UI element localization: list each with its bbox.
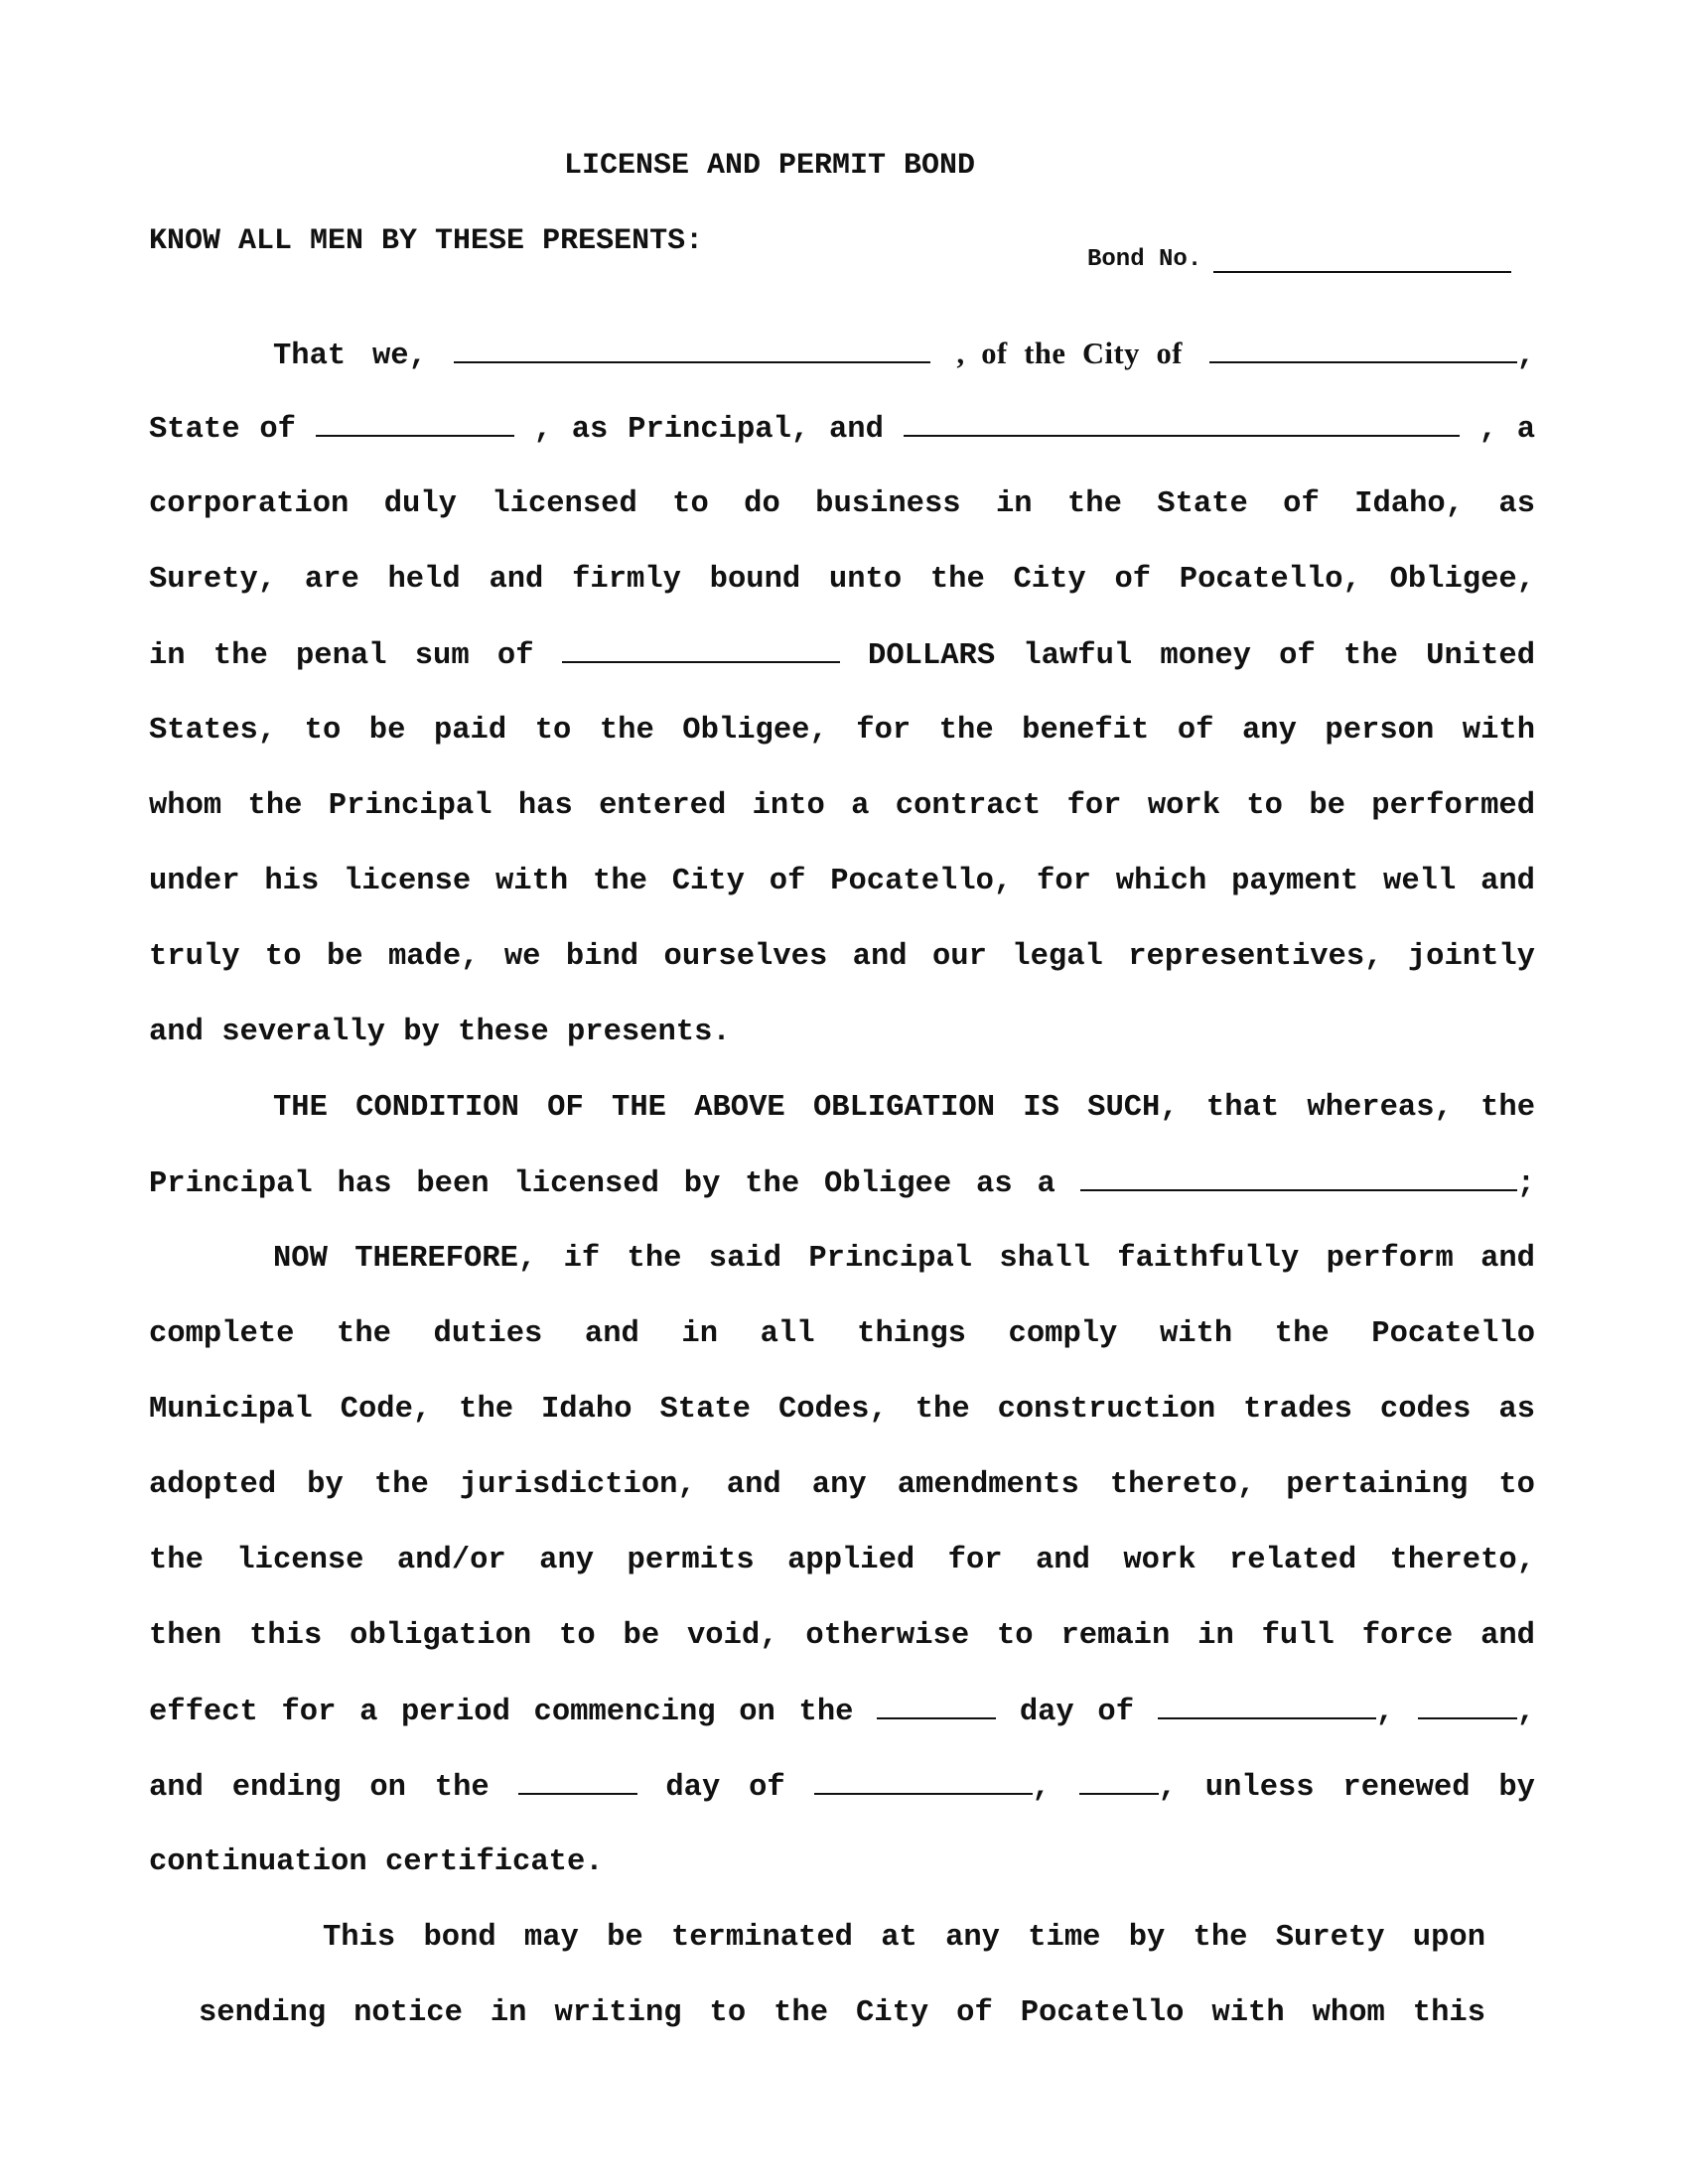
know-all-heading: KNOW ALL MEN BY THESE PRESENTS: [149, 224, 704, 258]
para2-line1 [273, 1088, 1535, 1128]
text: , [1032, 1771, 1051, 1805]
para3-line5: the license and/or any permits applied for and work related thereto, [149, 1544, 1535, 1577]
text: day of [1019, 1696, 1135, 1729]
text: day of [665, 1771, 785, 1805]
condition-heading: THE CONDITION OF THE ABOVE OBLIGATION IS SUCH [273, 1091, 1161, 1125]
principal-name-blank[interactable] [454, 336, 930, 363]
para1-line6: States, to be paid to the Obligee, for the benefit of any person with [149, 714, 1535, 748]
license-type-blank[interactable] [1080, 1163, 1517, 1191]
para3-line8 [149, 1767, 1535, 1807]
text: DOLLARS lawful money of the United [868, 639, 1535, 673]
end-month-blank[interactable] [814, 1767, 1033, 1795]
text: effect for a period commencing on the [149, 1696, 854, 1729]
para1-line5 [149, 635, 1535, 675]
para3-line7 [149, 1692, 1535, 1731]
text: , unless renewed by [1158, 1771, 1535, 1805]
para4-line2: sending notice in writing to the City of Pocatello with whom this [199, 1996, 1485, 2030]
text: ; [1516, 1167, 1535, 1201]
principal-state-blank[interactable] [316, 409, 514, 437]
start-month-blank[interactable] [1158, 1692, 1376, 1719]
para1-line1: That we, , of the City of , [273, 337, 1535, 373]
para3-line3: Municipal Code, the Idaho State Codes, the construction trades codes as [149, 1393, 1535, 1427]
surety-name-blank[interactable] [904, 409, 1460, 437]
text: Principal has been licensed by the Obligee as a [149, 1167, 1055, 1201]
text: State of [149, 413, 296, 447]
para3-line6: then this obligation to be void, otherwise to remain in full force and [149, 1619, 1535, 1653]
text: , as Principal, and [533, 413, 884, 447]
text: , that whereas, the [1160, 1091, 1535, 1125]
para1-line9: truly to be made, we bind ourselves and our legal representives, jointly [149, 940, 1535, 974]
text: , a [1478, 413, 1536, 447]
text: , [1516, 1696, 1536, 1729]
para1-line8: under his license with the City of Pocatello, for which payment well and [149, 865, 1535, 898]
para3-line4: adopted by the jurisdiction, and any amendments thereto, pertaining to [149, 1468, 1535, 1502]
end-day-blank[interactable] [518, 1767, 637, 1795]
document-title: LICENSE AND PERMIT BOND [563, 149, 976, 183]
bond-number-blank[interactable] [1213, 249, 1511, 273]
para1-line10: and severally by these presents. [149, 1016, 731, 1049]
penal-sum-blank[interactable] [562, 635, 840, 663]
bond-number-label: Bond No. [1087, 246, 1202, 273]
para1-line2 [149, 409, 1535, 449]
text: in the penal sum of [149, 639, 534, 673]
para3-line9: continuation certificate. [149, 1845, 604, 1879]
end-year-blank[interactable] [1079, 1767, 1159, 1795]
para1-line3: corporation duly licensed to do business in the State of Idaho, as [149, 487, 1535, 521]
text: , if the said Principal shall faithfully perform and [517, 1242, 1535, 1276]
text: , [1375, 1696, 1395, 1729]
text: That we, [273, 340, 427, 373]
para3-line1 [273, 1239, 1535, 1279]
now-therefore-heading: NOW THEREFORE [273, 1242, 518, 1276]
start-day-blank[interactable] [877, 1692, 996, 1719]
start-year-blank[interactable] [1418, 1692, 1517, 1719]
para1-line7: whom the Principal has entered into a contract for work to be performed [149, 789, 1535, 823]
para2-line2 [149, 1163, 1535, 1203]
para1-line4: Surety, are held and firmly bound unto the City of Pocatello, Obligee, [149, 563, 1535, 597]
text: and ending on the [149, 1771, 490, 1805]
text: , of the City of [956, 337, 1183, 370]
bond-number-field [1087, 246, 1511, 273]
principal-city-blank[interactable] [1209, 336, 1517, 363]
para3-line2: complete the duties and in all things comply with the Pocatello [149, 1317, 1535, 1351]
para4-line1: This bond may be terminated at any time by the Surety upon [323, 1921, 1485, 1955]
